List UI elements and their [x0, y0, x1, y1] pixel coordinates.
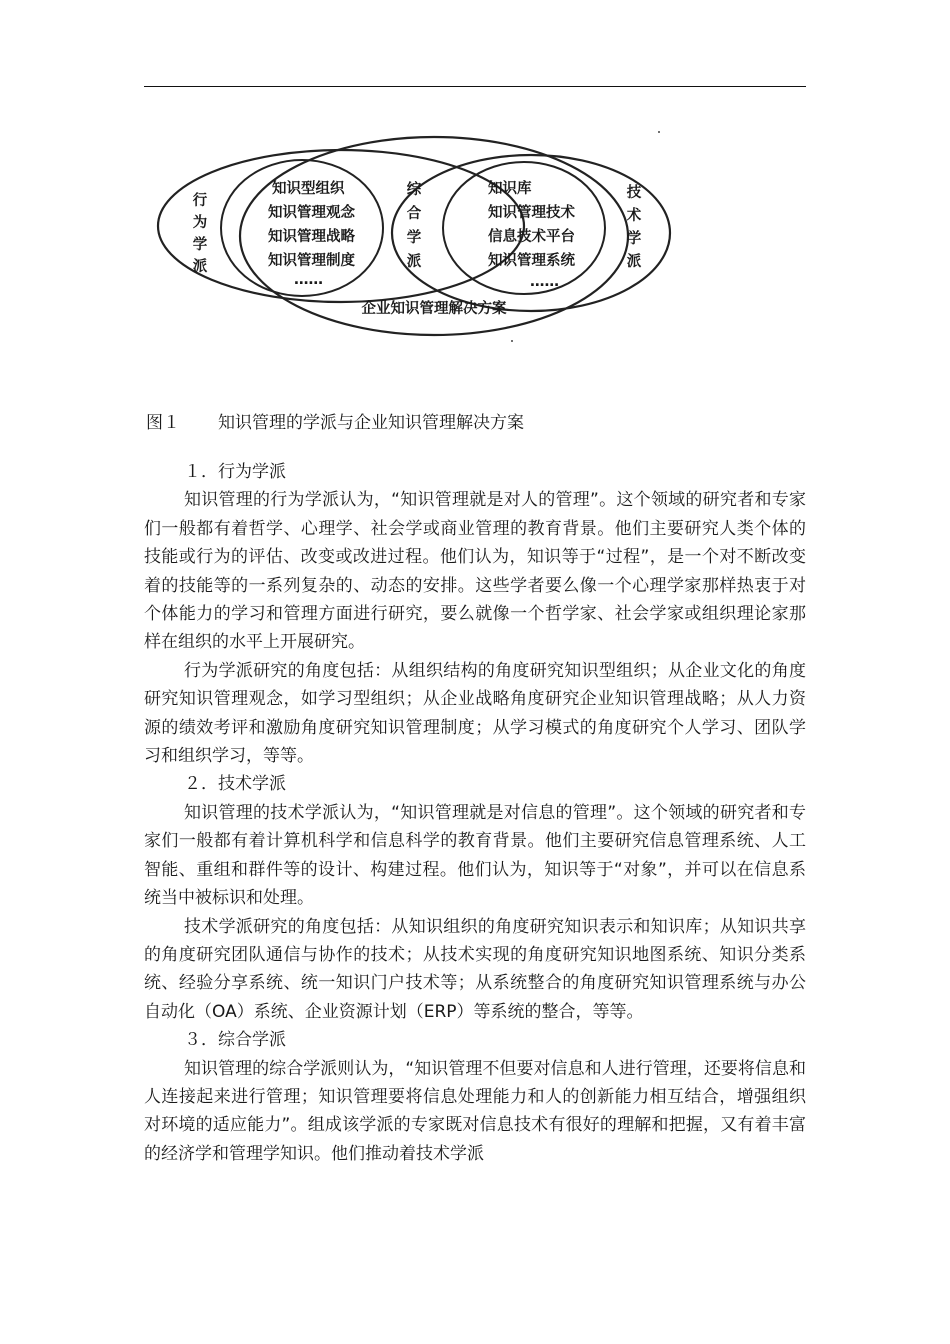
right-item: 知识库	[488, 181, 532, 197]
left-item: 知识管理战略	[268, 229, 355, 245]
svg-text:行: 行	[192, 193, 208, 209]
right-items-list	[488, 179, 575, 290]
right-item-ellipsis: ……	[530, 274, 559, 290]
left-school-label	[193, 191, 208, 275]
right-item: 知识管理技术	[488, 205, 575, 221]
solution-label: 企业知识管理解决方案	[361, 301, 507, 317]
svg-text:学: 学	[192, 237, 208, 253]
svg-text:派: 派	[626, 254, 642, 270]
svg-text:为: 为	[192, 215, 208, 231]
section-heading-integrated: ３．综合学派	[184, 1030, 286, 1051]
figure-venn-diagram	[144, 120, 684, 370]
svg-text:综: 综	[406, 182, 422, 198]
right-item: 知识管理系统	[488, 253, 575, 269]
svg-text:学: 学	[626, 231, 642, 247]
left-item: 知识管理制度	[268, 253, 355, 269]
paragraph: 行为学派研究的角度包括：从组织结构的角度研究知识型组织；从企业文化的角度研究知识管理观念，如学习型组织；从企业战略角度研究企业知识管理战略；从人力资源的绩效考评和激励角度研究知识管理制度；从学习模式的角度研究个人学习、团队学习和组织学习，等等。	[144, 660, 806, 767]
svg-text:技: 技	[626, 185, 642, 201]
figure-caption	[146, 410, 524, 436]
left-item: 知识型组织	[272, 181, 345, 197]
section-heading-technology: ２．技术学派	[184, 774, 286, 795]
venn-diagram-svg	[144, 120, 684, 370]
svg-text:学: 学	[406, 230, 422, 246]
header-rule	[144, 86, 806, 87]
left-item-ellipsis: ……	[294, 272, 323, 288]
svg-text:合: 合	[406, 206, 422, 222]
section-heading-behavior: １．行为学派	[184, 462, 286, 482]
paragraph: 技术学派研究的角度包括：从知识组织的角度研究知识表示和知识库；从知识共享的角度研究团队通信与协作的技术；从技术实现的角度研究知识地图系统、知识分类系统、经验分享系统、统一知识门户技术等；从系统整合的角度研究知识管理系统与办公自动化（OA）系统、企业资源计划（ERP）等系统的整合，等等。	[144, 916, 806, 1022]
center-school-label	[407, 180, 422, 270]
speck	[658, 131, 660, 133]
speck	[511, 340, 513, 342]
caption-title: 知识管理的学派与企业知识管理解决方案	[218, 413, 524, 433]
paragraph: 知识管理的技术学派认为，“知识管理就是对信息的管理”。这个领域的研究者和专家们一般都有着计算机科学和信息科学的教育背景。他们主要研究信息管理系统、人工智能、重组和群件等的设计、构建过程。他们认为，知识等于“对象”，并可以在信息系统当中被标识和处理。	[144, 802, 806, 909]
paragraph: 知识管理的综合学派则认为，“知识管理不但要对信息和人进行管理，还要将信息和人连接起来进行管理；知识管理要将信息处理能力和人的创新能力相互结合，增强组织对环境的适应能力”。组成该学派的专家既对信息技术有很好的理解和把握，又有着丰富的经济学和管理学知识。他们推动着技术学派	[144, 1058, 806, 1164]
left-large-ellipse	[158, 150, 524, 302]
caption-number: 图１	[146, 413, 180, 433]
svg-text:派: 派	[192, 259, 208, 275]
right-item: 信息技术平台	[488, 229, 575, 245]
left-items-list	[268, 179, 355, 288]
svg-text:术: 术	[626, 208, 642, 224]
left-item: 知识管理观念	[268, 205, 355, 221]
article-body	[144, 458, 806, 1168]
paragraph: 知识管理的行为学派认为，“知识管理就是对人的管理”。这个领域的研究者和专家们一般都有着哲学、心理学、社会学或商业管理的教育背景。他们主要研究人类个体的技能或行为的评估、改变或改进过程。他们认为，知识等于“过程”，是一个对不断改变着的技能等的一系列复杂的、动态的安排。这些学者要么像一个心理学家那样热衷于对个体能力的学习和管理方面进行研究，要么就像一个哲学家、社会学家或组织理论家那样在组织的水平上开展研究。	[144, 490, 806, 653]
svg-text:派: 派	[406, 254, 422, 270]
